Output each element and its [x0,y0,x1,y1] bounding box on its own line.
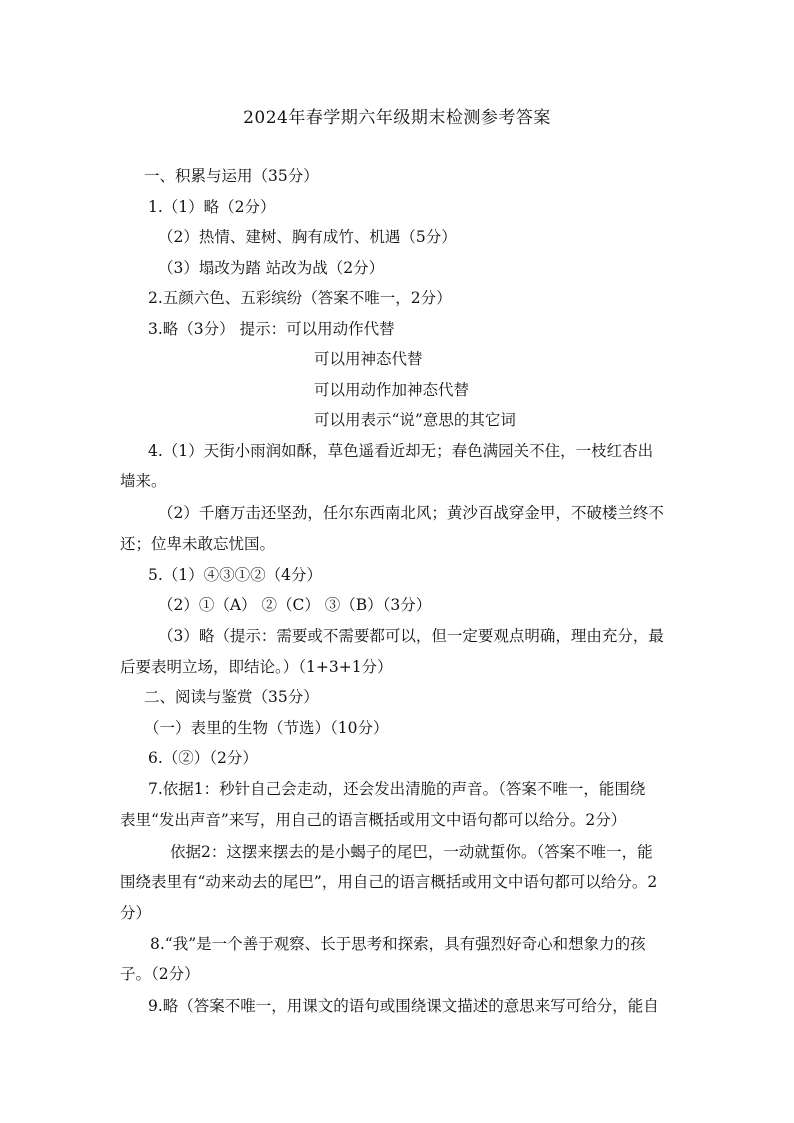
hint-line: 可以用表示“说”意思的其它词 [314,411,516,429]
section-heading: 二、阅读与鉴赏（35分） [144,688,319,706]
answer-line: 8.“我”是一个善于观察、长于思考和探索，具有强烈好奇心和想象力的孩 [150,935,646,953]
answer-line: 依据2：这摆来摆去的是小蝎子的尾巴，一动就蜇你。（答案不唯一，能 [170,843,653,861]
answer-line: 还；位卑未敢忘忧国。 [120,535,276,553]
section-heading: 一、积累与运用（35分） [144,167,319,185]
answer-line: 子。（2分） [120,965,200,983]
hint-line: 可以用动作加神态代替 [314,381,470,399]
answer-line: 9.略（答案不唯一，用课文的语句或围绕课文描述的意思来写可给分，能自 [148,997,659,1015]
answer-line: 表里“发出声音”来写，用自己的语言概括或用文中语句都可以给分。2分） [120,811,627,829]
answer-line: 4.（1）天街小雨润如酥，草色遥看近却无；春色满园关不住，一枝红杏出 [148,442,654,460]
page-title: 2024年春学期六年级期末检测参考答案 [243,108,551,128]
answer-line: 分） [120,904,152,922]
answer-line: 3.略（3分） 提示：可以用动作代替 [148,320,395,338]
subsection-heading: （一）表里的生物（节选）（10分） [144,719,389,737]
answer-line: 墙来。 [120,472,167,490]
answer-line: （2）①（A） ②（C） ③（B）（3分） [158,596,432,614]
hint-line: 可以用神态代替 [314,350,423,368]
answer-line: 后要表明立场，即结论。）（1+3+1分） [120,658,393,676]
answer-line: 7.依据1：秒针自己会走动，还会发出清脆的声音。（答案不唯一，能围绕 [148,780,646,798]
answer-line: （2）千磨万击还坚劲，任尔东西南北风；黄沙百战穿金甲，不破楼兰终不 [158,504,664,522]
answer-line: 2.五颜六色、五彩缤纷（答案不唯一，2分） [148,289,452,307]
answer-line: （3）塌改为踏 站改为战（2分） [158,259,385,277]
answer-line: 1.（1）略（2分） [148,198,276,216]
answer-line: 围绕表里有“动来动去的尾巴”，用自己的语言概括或用文中语句都可以给分。2 [120,873,658,891]
answer-line: （3）略（提示：需要或不需要都可以，但一定要观点明确，理由充分，最 [158,627,664,645]
answer-line: （2）热情、建树、胸有成竹、机遇（5分） [158,228,457,246]
answer-line: 6.（②）（2分） [148,749,258,767]
answer-line: 5.（1）④③①②（4分） [148,566,323,584]
